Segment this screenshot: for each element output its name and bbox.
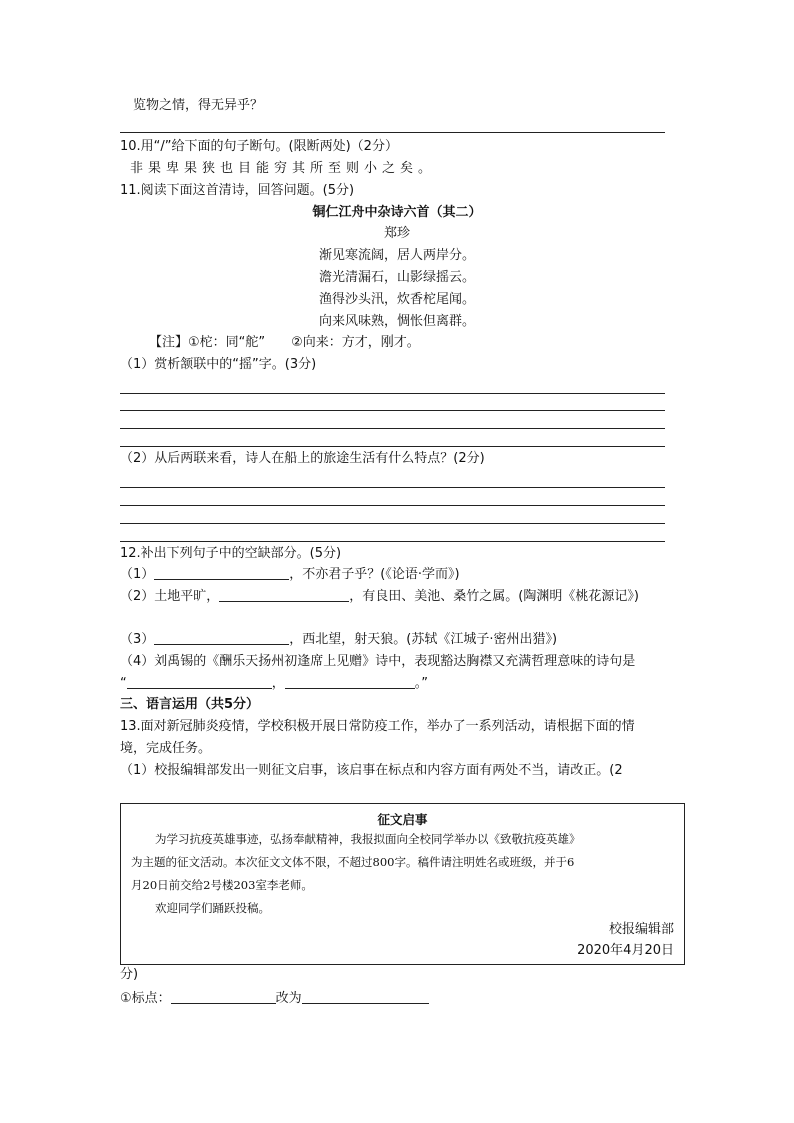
answer-line: [120, 487, 665, 488]
poem-line: 渐见寒流阔，居人两岸分。: [318, 248, 475, 263]
fill-blank[interactable]: [154, 631, 289, 645]
q13-sub1-cont: 分): [120, 967, 139, 982]
answer-line: [120, 446, 665, 447]
q12-item4-blanks: “ ， 。”: [120, 676, 429, 691]
q12-item2: （2）土地平旷， ，有良田、美池、桑竹之属。(陶渊明《桃花源记》): [120, 589, 639, 604]
q11-sub1: （1）赏析颔联中的“摇”字。(3分): [120, 357, 317, 372]
poem-line: 渔得沙头汛，炊香柁尾闻。: [318, 292, 475, 307]
notice-date: 2020年4月20日: [577, 943, 674, 958]
fill-blank[interactable]: [154, 566, 289, 580]
q13-prompt-cont: 境，完成任务。: [120, 741, 212, 756]
notice-box: [120, 803, 685, 965]
notice-paragraph: 月20日前交给2号楼203室李老师。: [131, 878, 313, 892]
q11-sub2: （2）从后两联来看，诗人在船上的旅途生活有什么特点？(2分): [120, 451, 485, 466]
q12-item1: （1） ，不亦君子乎？(《论语·学而》): [120, 567, 460, 582]
poem-line: 澹光清漏石，山影绿摇云。: [318, 270, 475, 285]
answer-row: ①标点： 改为: [120, 990, 429, 1008]
answer-line: [120, 410, 665, 411]
fill-blank[interactable]: [302, 990, 429, 1004]
answer-line: [120, 541, 665, 542]
q10-sentence: 非果卑果狭也目能穷其所至则小之矣。: [130, 161, 437, 176]
essay-line-end: 览物之情，得无异乎？: [133, 98, 264, 113]
section-heading: 三、语言运用（共5分）: [120, 697, 260, 712]
fill-blank[interactable]: [127, 675, 272, 689]
fill-blank[interactable]: [285, 675, 415, 689]
q12-prompt: 12.补出下列句子中的空缺部分。(5分): [120, 546, 342, 561]
fill-blank[interactable]: [219, 588, 349, 602]
q10-prompt: 10.用“/”给下面的句子断句。(限断两处)（2分）: [120, 139, 398, 154]
answer-line: [120, 393, 665, 394]
poem-title: 铜仁江舟中杂诗六首（其二）: [312, 205, 482, 220]
poem-note: 【注】①柁：同“舵” ②向来：方才，刚才。: [149, 335, 420, 350]
q13-sub1: （1）校报编辑部发出一则征文启事，该启事在标点和内容方面有两处不当，请改正。(2: [120, 763, 623, 778]
notice-signer: 校报编辑部: [608, 922, 674, 937]
answer-line: [120, 428, 665, 429]
q11-prompt: 11.阅读下面这首清诗，回答问题。(5分): [120, 183, 355, 198]
q12-item3: （3） ，西北望，射天狼。(苏轼《江城子·密州出猎》): [120, 632, 558, 647]
fill-blank[interactable]: [171, 990, 276, 1004]
notice-paragraph: 为学习抗疫英雄事迹，弘扬奉献精神，我报拟面向全校同学举办以《致敬抗疫英雄》: [155, 832, 581, 846]
notice-title: 征文启事: [377, 812, 428, 827]
answer-line: [120, 505, 665, 506]
answer-line: [120, 523, 665, 524]
notice-paragraph: 欢迎同学们踊跃投稿。: [155, 901, 270, 915]
q13-prompt: 13.面对新冠肺炎疫情，学校积极开展日常防疫工作，举办了一系列活动，请根据下面的情: [120, 719, 635, 734]
answer-line: [120, 132, 665, 133]
q12-item4: （4）刘禹锡的《酬乐天扬州初逢席上见赠》诗中，表现豁达胸襟又充满哲理意味的诗句是: [120, 654, 636, 669]
poem-line: 向来风味熟，惆怅但离群。: [318, 314, 475, 329]
poem-author: 郑珍: [383, 226, 410, 241]
notice-paragraph: 为主题的征文活动。本次征文文体不限，不超过800字。稿件请注明姓名或班级，并于6: [131, 855, 575, 869]
